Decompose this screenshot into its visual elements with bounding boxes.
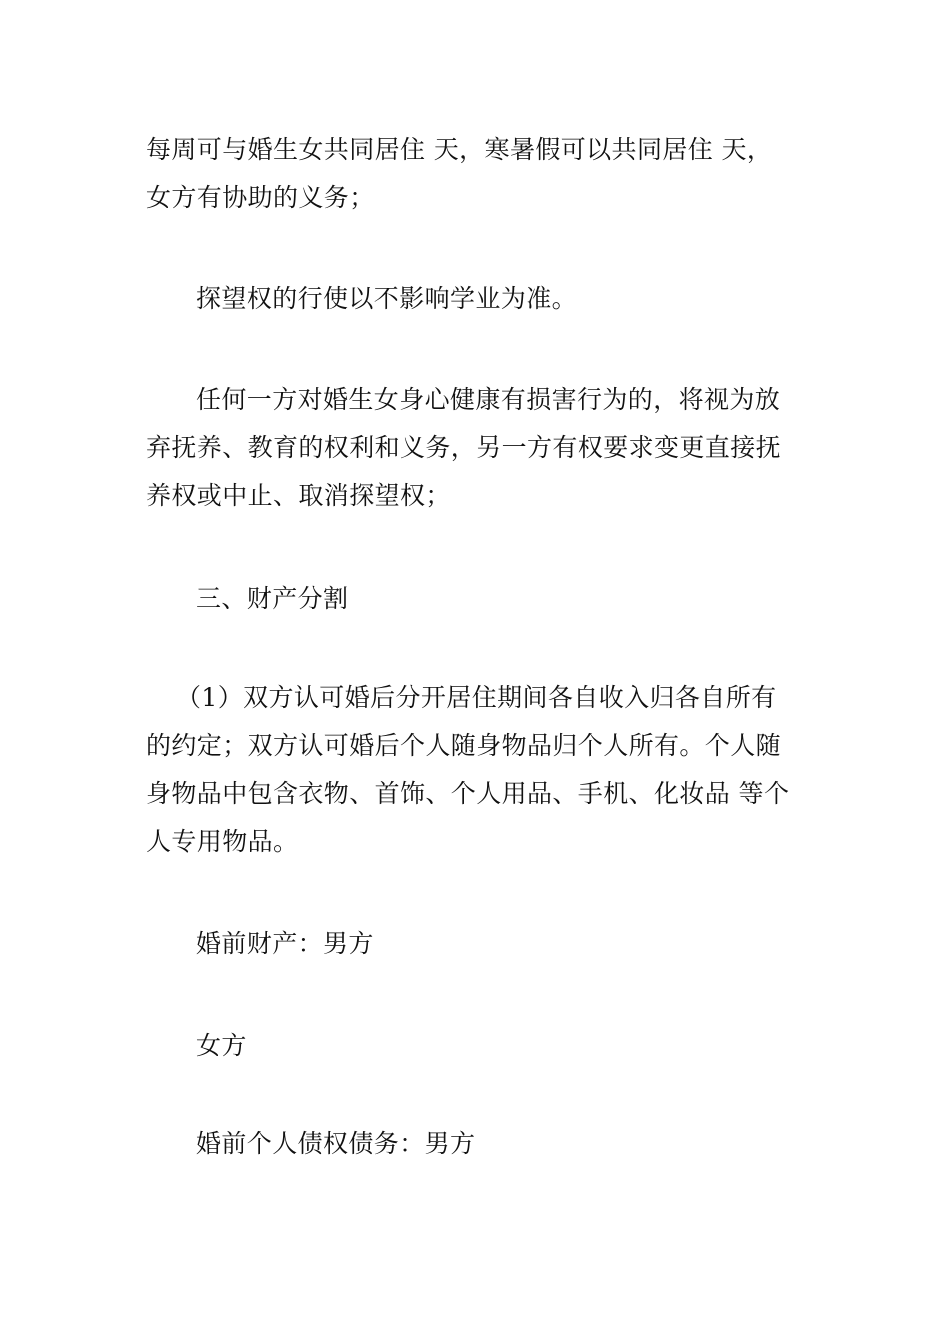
section-three-heading bbox=[146, 575, 806, 623]
text-line: 探望权的行使以不影响学业为准。 bbox=[196, 284, 578, 313]
paragraph-visitation-condition bbox=[146, 275, 806, 323]
text-line: 人专用物品。 bbox=[146, 827, 299, 856]
text-line: 弃抚养、教育的权利和义务，另一方有权要求变更直接抚 bbox=[146, 433, 782, 462]
paragraph-visitation-schedule bbox=[146, 126, 806, 222]
text-line: 每周可与婚生女共同居住 天，寒暑假可以共同居住 天， bbox=[146, 135, 773, 164]
paragraph-premarital-debts-male bbox=[146, 1120, 806, 1168]
text-line: 婚前财产：男方 bbox=[196, 929, 374, 958]
paragraph-property-clause-1 bbox=[146, 674, 806, 866]
text-line: （1）双方认可婚后分开居住期间各自收入归各自所有 bbox=[176, 683, 777, 712]
text-line: 婚前个人债权债务：男方 bbox=[196, 1129, 476, 1158]
text-line: 任何一方对婚生女身心健康有损害行为的，将视为放 bbox=[196, 385, 781, 414]
text-line: 女方 bbox=[196, 1031, 247, 1060]
paragraph-harm-clause bbox=[146, 376, 806, 520]
text-line: 的约定；双方认可婚后个人随身物品归个人所有。个人随 bbox=[146, 731, 782, 760]
section-heading-text: 三、财产分割 bbox=[196, 584, 349, 613]
paragraph-premarital-property-male bbox=[146, 920, 806, 968]
text-line: 身物品中包含衣物、首饰、个人用品、手机、化妆品 等个 bbox=[146, 779, 790, 808]
text-line: 女方有协助的义务； bbox=[146, 183, 375, 212]
text-line: 养权或中止、取消探望权； bbox=[146, 481, 451, 510]
paragraph-premarital-property-female bbox=[146, 1022, 806, 1070]
